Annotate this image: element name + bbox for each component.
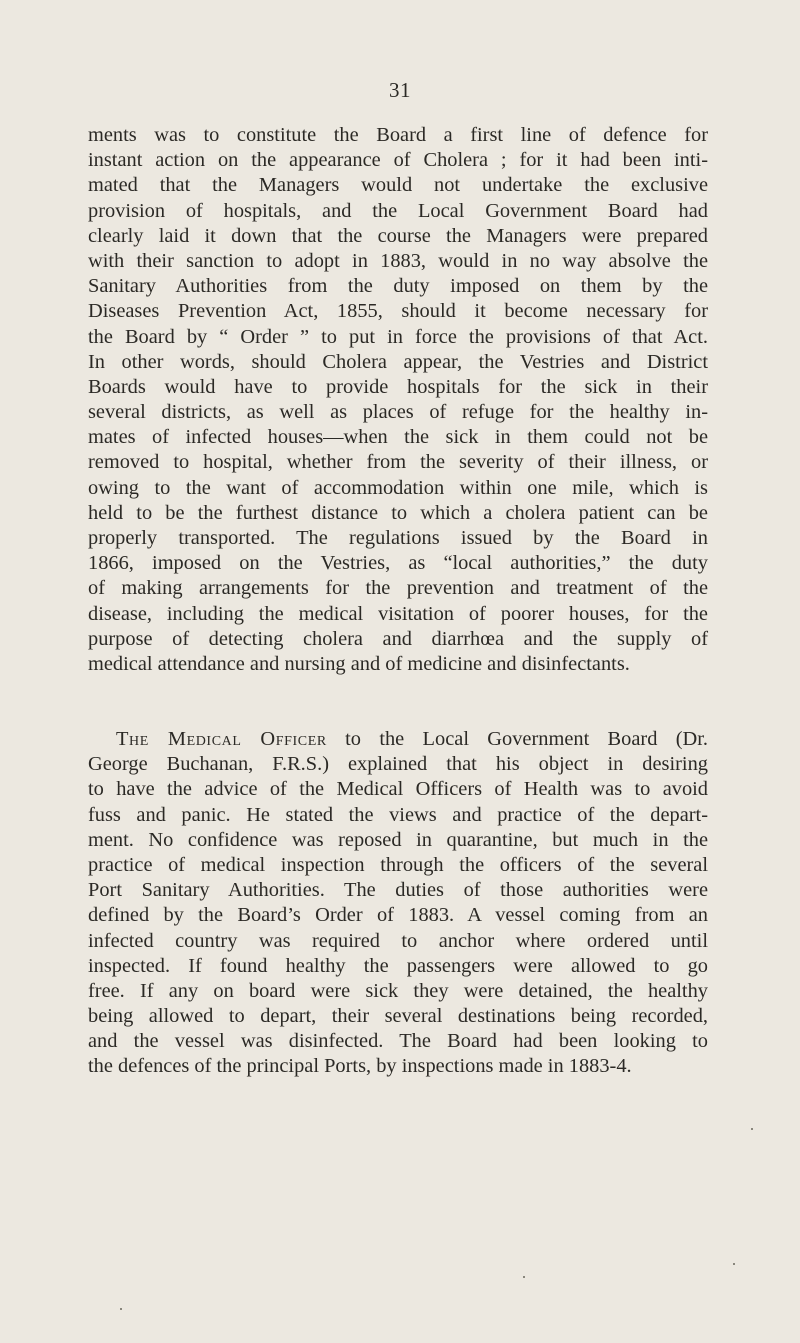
text-line: mates of infected houses—when the sick in them could not be (88, 426, 708, 449)
text-line: and the vessel was disinfected. The Board had been looking to (88, 1030, 708, 1053)
text-line: mated that the Managers would not undertake the exclusive (88, 174, 708, 197)
lead-in-heading: The Medical Officer (116, 728, 327, 750)
paper-speck (523, 1276, 525, 1278)
text-line: free. If any on board were sick they were detained, the healthy (88, 979, 708, 1002)
first-line-text: to the Local Government Board (Dr. (326, 728, 708, 750)
text-line: several districts, as well as places of refuge for the healthy in- (88, 401, 708, 424)
text-line: held to be the furthest distance to which a cholera patient can be (88, 501, 708, 524)
text-line: George Buchanan, F.R.S.) explained that his object in desiring (88, 753, 708, 776)
text-line: ment. No confidence was reposed in quarantine, but much in the (88, 828, 708, 851)
text-line (88, 727, 708, 752)
text-line: disease, including the medical visitation of poorer houses, for the (88, 602, 708, 625)
text-line: with their sanction to adopt in 1883, would in no way absolve the (88, 249, 708, 272)
text-line: properly transported. The regulations issued by the Board in (88, 527, 708, 549)
text-line: provision of hospitals, and the Local Government Board had (88, 199, 708, 222)
text-line: Diseases Prevention Act, 1855, should it become necessary for (88, 300, 708, 323)
page-number: 31 (389, 78, 411, 102)
text-line: purpose of detecting cholera and diarrhœa and the supply of (88, 627, 708, 650)
paragraph-1 (88, 123, 708, 677)
text-line: owing to the want of accommodation within one mile, which is (88, 476, 708, 499)
paragraph-2 (88, 727, 708, 1080)
text-line: In other words, should Cholera appear, the Vestries and District (88, 350, 708, 373)
paper-speck (733, 1263, 735, 1265)
text-line: Boards would have to provide hospitals for the sick in their (88, 375, 708, 398)
paper-speck (751, 1128, 753, 1130)
text-line: defined by the Board’s Order of 1883. A vessel coming from an (88, 904, 708, 927)
text-line: the Board by “ Order ” to put in force the provisions of that Act. (88, 325, 708, 348)
text-line: removed to hospital, whether from the severity of their illness, or (88, 451, 708, 474)
text-line: Port Sanitary Authorities. The duties of those authorities were (88, 879, 708, 902)
text-line: instant action on the appearance of Cholera ; for it had been inti- (88, 149, 708, 172)
text-line: being allowed to depart, their several destinations being recorded, (88, 1005, 708, 1028)
text-line: clearly laid it down that the course the Managers were prepared (88, 224, 708, 247)
text-line: to have the advice of the Medical Officers of Health was to avoid (88, 778, 708, 801)
text-line: practice of medical inspection through the officers of the several (88, 853, 708, 876)
text-line: medical attendance and nursing and of medicine and disinfectants. (88, 652, 630, 675)
paper-speck (120, 1308, 122, 1310)
text-line: infected country was required to anchor where ordered until (88, 929, 708, 952)
text-line: inspected. If found healthy the passengers were allowed to go (88, 954, 708, 977)
text-line: fuss and panic. He stated the views and practice of the depart- (88, 803, 708, 826)
text-line: the defences of the principal Ports, by inspections made in 1883-4. (88, 1055, 632, 1078)
text-line: of making arrangements for the prevention and treatment of the (88, 577, 708, 600)
text-line: 1866, imposed on the Vestries, as “local authorities,” the duty (88, 552, 708, 575)
text-line: ments was to constitute the Board a first line of defence for (88, 124, 708, 146)
text-line: Sanitary Authorities from the duty imposed on them by the (88, 275, 708, 298)
